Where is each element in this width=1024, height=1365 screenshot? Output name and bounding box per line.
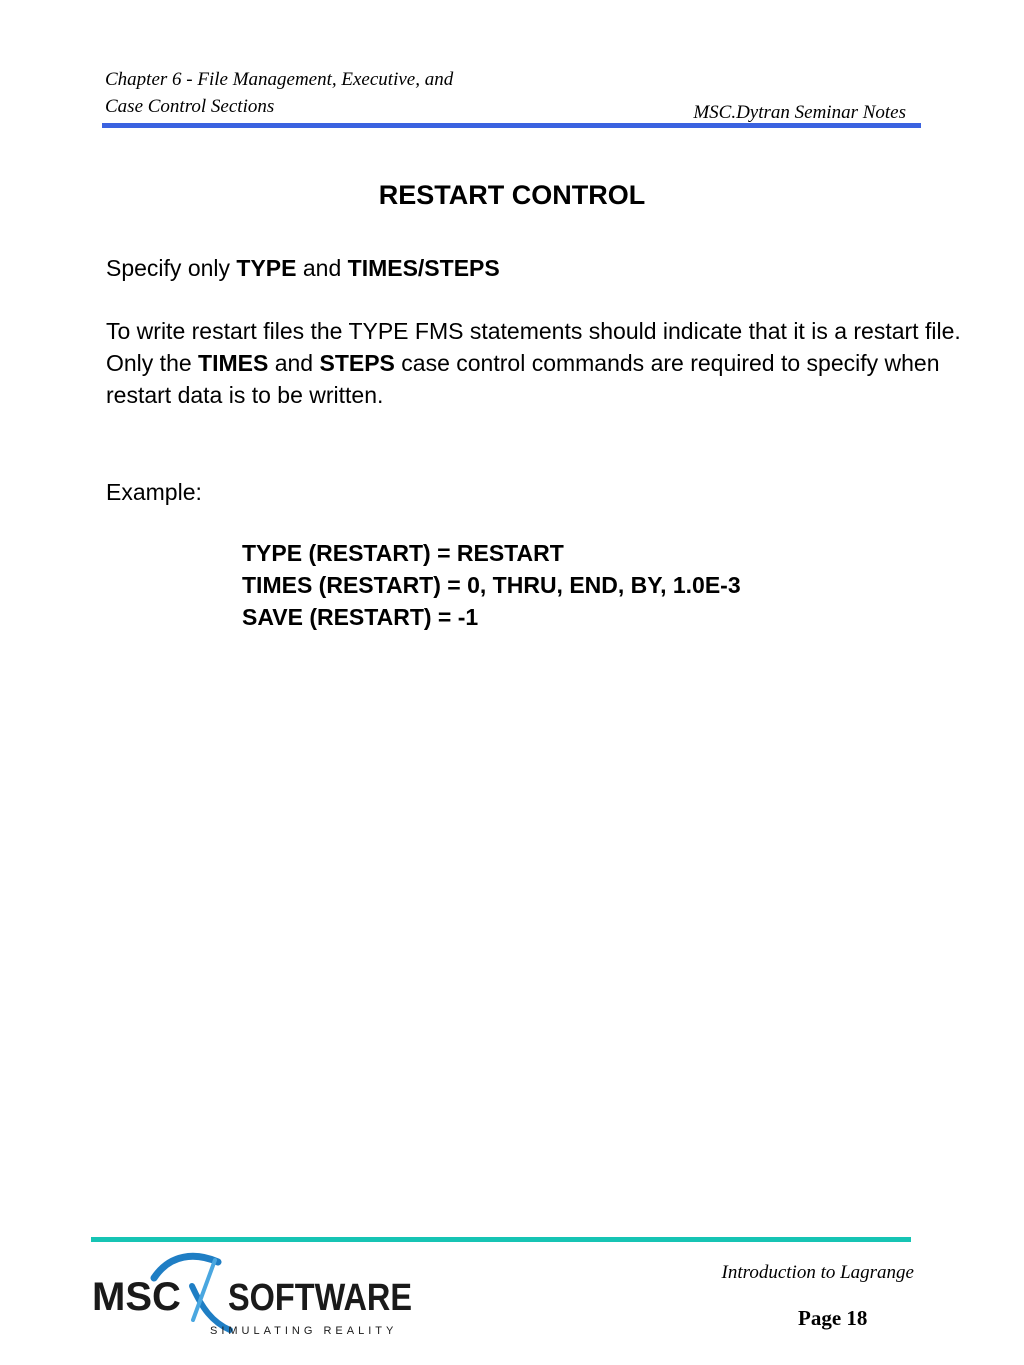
code-line: TYPE (RESTART) = RESTART <box>242 540 564 566</box>
body-part2: case control commands are required to specify when restart data is to be written. <box>106 350 940 408</box>
chapter-heading-line1: Chapter 6 - File Management, Executive, and <box>105 69 454 90</box>
body-and: and <box>268 350 320 376</box>
logo-text-right: SOFTWARE <box>228 1277 412 1319</box>
logo-text-left: MSC <box>92 1275 181 1319</box>
code-line: SAVE (RESTART) = -1 <box>242 604 479 630</box>
page-number: Page 18 <box>798 1306 868 1330</box>
body-paragraph <box>106 315 966 411</box>
chapter-heading-line2: Case Control Sections <box>105 96 275 117</box>
specify-type: TYPE <box>236 255 297 281</box>
seminar-notes-label: MSC.Dytran Seminar Notes <box>693 102 906 123</box>
specify-paragraph <box>106 252 966 284</box>
page-title: RESTART CONTROL <box>378 180 646 210</box>
example-label: Example: <box>106 479 202 505</box>
chapter-heading <box>105 66 565 120</box>
body-steps: STEPS <box>319 350 395 376</box>
specify-prefix: Specify only <box>106 255 237 281</box>
body-part1: To write restart files the TYPE FMS statements should indicate that it is a restart file. Only the <box>106 318 961 376</box>
body-times: TIMES <box>198 350 269 376</box>
example-code-block <box>242 537 741 633</box>
specify-times-steps: TIMES/STEPS <box>347 255 500 281</box>
header-divider <box>102 123 921 128</box>
code-line: TIMES (RESTART) = 0, THRU, END, BY, 1.0E-3 <box>242 572 741 598</box>
footer-section-title: Introduction to Lagrange <box>721 1262 914 1283</box>
footer-divider <box>91 1237 911 1242</box>
specify-and: and <box>296 255 348 281</box>
logo-tagline: SIMULATING REALITY <box>210 1325 398 1337</box>
msc-software-logo <box>90 1250 420 1340</box>
